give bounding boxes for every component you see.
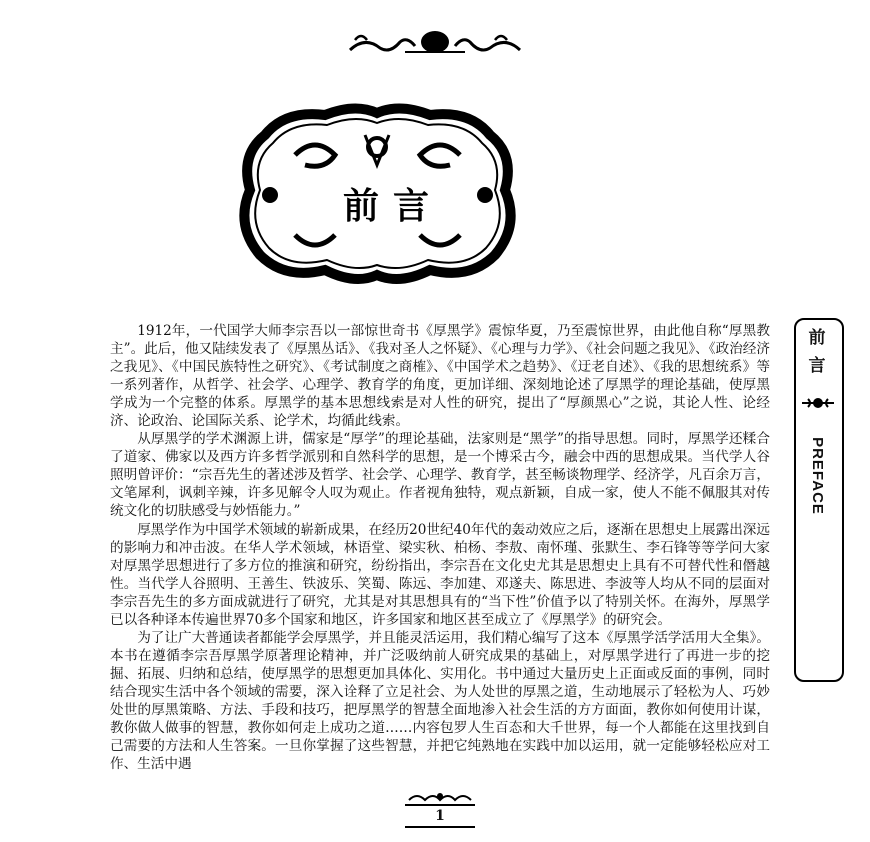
paragraph: 1912年，一代国学大师李宗吾以一部惊世奇书《厚黑学》震惊华夏，乃至震惊世界，由此他自称“厚黑教主”。此后，他又陆续发表了《厚黑丛话》、《我对圣人之怀疑》、《心理与力学》、《社会问题之我见》、《政治经济之我见》、《中国民族特性之研究》、《考试制度之商榷》、《中国学术之趋势》、《迂老自述》、《我的思想统系》等一系列著作，从哲学、社会学、心理学、教育学的角度，更加详细、深刻地论述了厚黑学的理论基础，使厚黑学成为一个完整的体系。厚黑学的基本思想线索是对人性的研究，提出了“厚颜黑心”之说，其论人性、论经济、论政治、论国际关系、论学术，均循此线索。 [110, 323, 770, 430]
paragraph: 厚黑学作为中国学术领域的崭新成果，在经历20世纪40年代的轰动效应之后，逐渐在思想史上展露出深远的影响力和冲击波。在华人学术领域，林语堂、梁实秋、柏杨、李敖、南怀瑾、张默生、李石锋等等学问大家对厚黑学思想进行了多方位的推演和研究，纷纷指出，李宗吾在文化史尤其是思想史上具有不可替代性和僭越性。当代学人谷照明、王善生、铁波乐、笑蜀、陈远、李加建、邓遂夫、陈思进、李波等人均从不同的层面对李宗吾先生的多方面成就进行了研究，尤其是对其思想具有的“当下性”价值予以了特别关怀。在海外，厚黑学已以各种译本传遍世界70多个国家和地区，许多国家和地区甚至成立了《厚黑学》的研究会。 [110, 521, 770, 628]
side-tab-cn-label: 前言 [808, 328, 826, 376]
paragraph: 从厚黑学的学术渊源上讲，儒家是“厚学”的理论基础，法家则是“黑学”的指导思想。同时，厚黑学还糅合了道家、佛家以及西方许多哲学派别和自然科学的思想，是一个博采古今，融会中西的思想成果。当代学人谷照明曾评价：“宗吾先生的著述涉及哲学、社会学、心理学、教育学，甚至畅谈物理学、经济学，凡百余万言，文笔犀利，讽刺辛辣，许多见解令人叹为观止。作者视角独特，观点新颖，自成一家，使人不能不佩服其对传统文化的切肤感受与妙悟能力。” [110, 431, 770, 520]
scroll-vine-ornament-icon [345, 28, 525, 56]
flower-divider-icon [800, 396, 836, 410]
vine-ornament-icon [405, 790, 475, 804]
footer-rule [405, 826, 475, 828]
page-number: 1 [435, 808, 445, 824]
body-text [110, 322, 770, 773]
side-tab-en-label: PREFACE [809, 437, 826, 515]
chapter-title: 前言 [342, 185, 443, 227]
paragraph: 为了让广大普通读者都能学会厚黑学，并且能灵活运用，我们精心编写了这本《厚黑学活学活用大全集》。本书在遵循李宗吾厚黑学原著理论精神，并广泛吸纳前人研究成果的基础上，对厚黑学进行了再进一步的挖掘、拓展、归纳和总结，使厚黑学的思想更加具体化、实用化。书中通过大量历史上正面或反面的事例，同时结合现实生活中各个领域的需要，深入诠释了立足社会、为人处世的厚黑之道，生动地展示了轻松为人、巧妙处世的厚黑策略、方法、手段和技巧，把厚黑学的智慧全面地渗入社会生活的方方面面，教你如何使用计谋，教你做人做事的智慧，教你如何走上成功之道……内容包罗人生百态和大千世界，每一个人都能在这里找到自己需要的方法和人生答案。一旦你掌握了这些智慧，并把它纯熟地在实践中加以运用，就一定能够轻松应对工作、生活中遇 [110, 629, 770, 773]
footer-rule [405, 804, 475, 806]
